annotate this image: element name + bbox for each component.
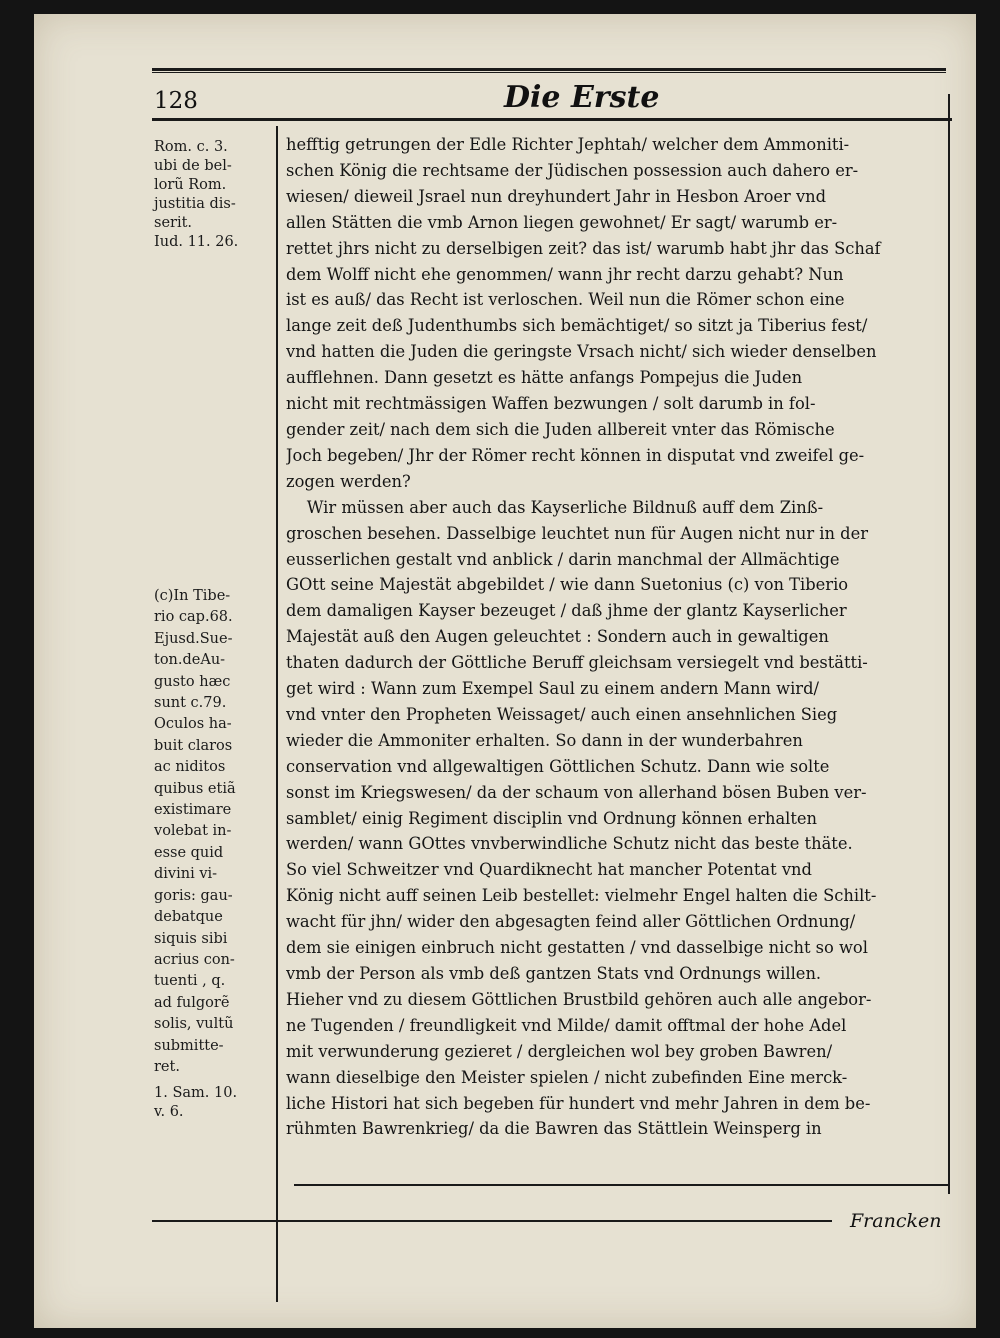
text-line: ne Tugenden / freundligkeit vnd Milde/ damit offtmal der hohe Adel xyxy=(286,1015,847,1035)
text-line: So viel Schweitzer vnd Quardiknecht hat mancher Potentat vnd xyxy=(286,860,812,880)
catchword: Francken xyxy=(850,1210,942,1232)
margin-line: 1. Sam. 10. xyxy=(154,1085,238,1101)
margin-line: tuenti , q. xyxy=(154,973,226,990)
text-line: wieder die Ammoniter erhalten. So dann in der wunderbahren xyxy=(286,730,803,750)
text-line: nicht mit rechtmässigen Waffen bezwungen / solt darumb in fol- xyxy=(286,394,816,414)
margin-line: serit. xyxy=(154,215,193,231)
margin-line: acrius con- xyxy=(154,951,235,968)
margin-line: buit claros xyxy=(154,737,233,754)
margin-column-rule xyxy=(276,126,278,1302)
text-line: aufflehnen. Dann gesetzt es hätte anfangs Pompejus die Juden xyxy=(286,368,803,388)
text-line: vnd hatten die Juden die geringste Vrsach nicht/ sich wieder denselben xyxy=(286,342,877,362)
text-line: dem damaligen Kayser bezeuget / daß jhme der glantz Kayserlicher xyxy=(286,601,847,621)
text-line: rühmten Bawrenkrieg/ da die Bawren das Stättlein Weinsperg in xyxy=(286,1119,822,1139)
running-title: Die Erste xyxy=(504,80,660,115)
margin-line: (c)In Tibe- xyxy=(154,588,231,604)
text-line: vnd vnter den Propheten Weissaget/ auch einen ansehnlichen Sieg xyxy=(286,704,838,724)
footer-rule xyxy=(152,1220,832,1222)
text-line: samblet/ einig Regiment disciplin vnd Ordnung können erhalten xyxy=(286,808,818,828)
right-border-rule xyxy=(948,94,950,1194)
margin-line: Rom. c. 3. xyxy=(154,139,228,155)
text-line: zogen werden? xyxy=(286,471,411,491)
bottom-rule xyxy=(294,1184,948,1186)
text-line: wann dieselbige den Meister spielen / nicht zubefinden Eine merck- xyxy=(286,1067,848,1087)
margin-note-1 xyxy=(154,138,264,252)
margin-line: Ejusd.Sue- xyxy=(154,630,233,647)
text-line: dem Wolff nicht ehe genommen/ wann jhr recht darzu gehabt? Nun xyxy=(286,264,844,284)
text-line: wiesen/ dieweil Jsrael nun dreyhundert Jahr in Hesbon Aroer vnd xyxy=(286,186,827,206)
margin-line: gusto hæc xyxy=(154,673,231,690)
page-number: 128 xyxy=(154,88,198,114)
margin-line: ac niditos xyxy=(154,759,226,776)
text-line: get wird : Wann zum Exempel Saul zu einem andern Mann wird/ xyxy=(286,679,819,699)
text-line: Hieher vnd zu diesem Göttlichen Brustbild gehören auch alle angebor- xyxy=(286,989,872,1009)
margin-line: submitte- xyxy=(154,1037,224,1054)
text-line: mit verwunderung gezieret / dergleichen wol bey groben Bawren/ xyxy=(286,1041,833,1061)
text-line: rettet jhrs nicht zu derselbigen zeit? das ist/ warumb habt jhr das Schaf xyxy=(286,238,881,258)
margin-line: Oculos ha- xyxy=(154,716,232,733)
text-line: wacht für jhn/ wider den abgesagten feind aller Göttlichen Ordnung/ xyxy=(286,912,856,932)
top-rule xyxy=(152,68,946,71)
text-line: gender zeit/ nach dem sich die Juden allbereit vnter das Römische xyxy=(286,419,835,439)
margin-line: solis, vultũ xyxy=(154,1016,234,1033)
margin-line: Iud. 11. 26. xyxy=(154,234,239,250)
text-line: Wir müssen aber auch das Kayserliche Bildnuß auff dem Zinß- xyxy=(286,497,824,517)
text-line: schen König die rechtsame der Jüdischen possession auch dahero er- xyxy=(286,160,859,180)
margin-line: esse quid xyxy=(154,844,224,861)
text-line: groschen besehen. Dasselbige leuchtet nun für Augen nicht nur in der xyxy=(286,523,868,543)
text-line: conservation vnd allgewaltigen Göttlichen Schutz. Dann wie solte xyxy=(286,756,830,776)
margin-note-3 xyxy=(154,1084,264,1122)
body-text xyxy=(286,132,946,1142)
text-line: dem sie einigen einbruch nicht gestatten / vnd dasselbige nicht so wol xyxy=(286,938,868,958)
margin-line: ton.deAu- xyxy=(154,652,226,669)
margin-line: sunt c.79. xyxy=(154,695,227,712)
top-rule-thin xyxy=(152,72,946,73)
margin-line: ubi de bel- xyxy=(154,158,232,174)
text-line: liche Histori hat sich begeben für hundert vnd mehr Jahren in dem be- xyxy=(286,1093,871,1113)
text-line: ist es auß/ das Recht ist verloschen. Weil nun die Römer schon eine xyxy=(286,290,845,310)
margin-line: ad fulgorẽ xyxy=(154,994,230,1011)
margin-line: existimare xyxy=(154,802,232,819)
text-line: thaten dadurch der Göttliche Beruff gleichsam versiegelt vnd bestätti- xyxy=(286,653,868,673)
margin-line: ret. xyxy=(154,1058,180,1075)
margin-line: siquis sibi xyxy=(154,930,228,947)
margin-line: justitia dis- xyxy=(154,196,236,212)
margin-line: v. 6. xyxy=(154,1104,184,1120)
text-line: sonst im Kriegswesen/ da der schaum von allerhand bösen Buben ver- xyxy=(286,782,867,802)
text-line: Majestät auß den Augen geleuchtet : Sondern auch in gewaltigen xyxy=(286,627,829,647)
text-line: hefftig getrungen der Edle Richter Jephtah/ welcher dem Ammoniti- xyxy=(286,135,850,154)
header-rule xyxy=(152,118,952,121)
text-line: GOtt seine Majestät abgebildet / wie dann Suetonius (c) von Tiberio xyxy=(286,575,849,595)
text-line: lange zeit deß Judenthumbs sich bemächtiget/ so sitzt ja Tiberius fest/ xyxy=(286,316,868,336)
margin-note-2 xyxy=(154,586,264,1078)
text-line: vmb der Person als vmb deß gantzen Stats vnd Ordnungs willen. xyxy=(286,964,822,983)
book-page xyxy=(34,14,976,1328)
margin-line: quibus etiã xyxy=(154,780,236,797)
text-line: allen Stätten die vmb Arnon liegen gewohnet/ Er sagt/ warumb er- xyxy=(286,212,838,232)
text-line: eusserlichen gestalt vnd anblick / darin manchmal der Allmächtige xyxy=(286,549,840,569)
text-line: werden/ wann GOttes vnvberwindliche Schutz nicht das beste thäte. xyxy=(286,834,853,854)
margin-line: lorũ Rom. xyxy=(154,177,227,193)
margin-line: goris: gau- xyxy=(154,887,233,904)
margin-line: debatque xyxy=(154,909,223,926)
margin-line: volebat in- xyxy=(154,823,232,840)
margin-line: divini vi- xyxy=(154,866,218,883)
margin-line: rio cap.68. xyxy=(154,609,233,626)
text-line: König nicht auff seinen Leib bestellet: vielmehr Engel halten die Schilt- xyxy=(286,886,877,906)
text-line: Joch begeben/ Jhr der Römer recht können in disputat vnd zweifel ge- xyxy=(286,445,865,465)
